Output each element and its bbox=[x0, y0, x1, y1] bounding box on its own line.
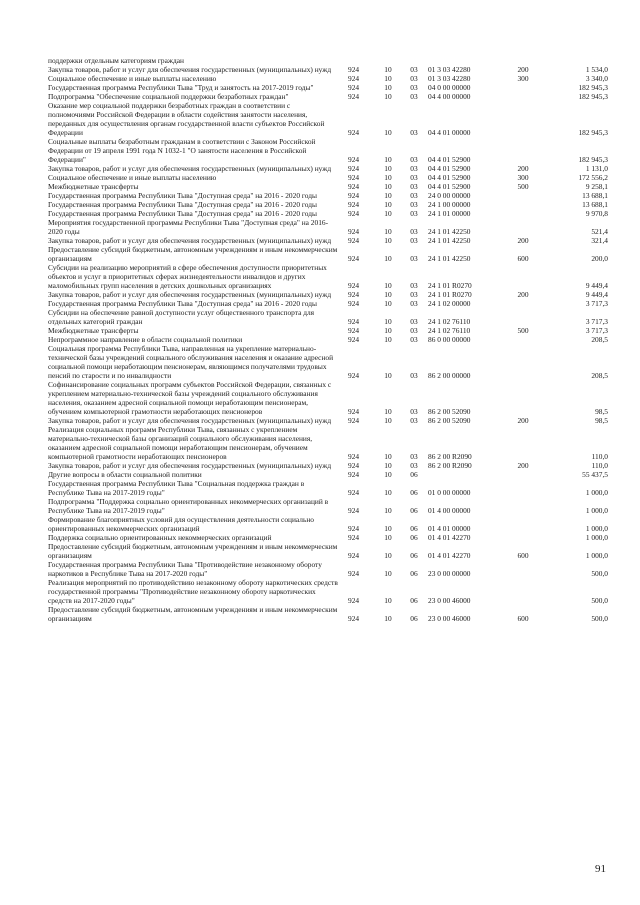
row-pr: 03 bbox=[410, 92, 418, 101]
row-sum: 9 970,8 bbox=[585, 209, 608, 218]
row-ved: 924 bbox=[348, 65, 360, 74]
row-vr: 200 bbox=[517, 164, 529, 173]
row-pr: 03 bbox=[410, 326, 418, 335]
row-pr: 03 bbox=[410, 155, 418, 164]
row-rz: 10 bbox=[384, 416, 392, 425]
row-sum: 9 258,1 bbox=[585, 182, 608, 191]
table-row bbox=[48, 470, 608, 479]
row-csr: 04 4 00 00000 bbox=[428, 92, 471, 101]
row-csr: 23 0 00 46000 bbox=[428, 596, 471, 605]
row-name: Межбюджетные трансферты bbox=[48, 182, 139, 191]
table-row bbox=[48, 92, 608, 101]
table-row bbox=[48, 380, 608, 416]
row-rz: 10 bbox=[384, 407, 392, 416]
table-row bbox=[48, 578, 608, 605]
row-sum: 1 131,0 bbox=[585, 164, 608, 173]
row-sum: 208,5 bbox=[591, 335, 608, 344]
row-rz: 10 bbox=[384, 92, 392, 101]
row-ved: 924 bbox=[348, 299, 360, 308]
row-name: Государственная программа Республики Тыва "Труд и занятость на 2017-2019 годы" bbox=[48, 83, 314, 92]
row-csr: 86 0 00 00000 bbox=[428, 335, 471, 344]
row-name: Государственная программа Республики Тыва "Доступная среда" на 2016 - 2020 годы bbox=[48, 209, 317, 218]
row-ved: 924 bbox=[348, 83, 360, 92]
row-rz: 10 bbox=[384, 335, 392, 344]
row-rz: 10 bbox=[384, 290, 392, 299]
row-csr: 24 1 02 00000 bbox=[428, 299, 471, 308]
row-pr: 03 bbox=[410, 281, 418, 290]
row-sum: 1 000,0 bbox=[585, 506, 608, 515]
row-csr: 04 0 00 00000 bbox=[428, 83, 471, 92]
row-sum: 98,5 bbox=[595, 416, 608, 425]
row-sum: 182 945,3 bbox=[578, 128, 608, 137]
row-name: Закупка товаров, работ и услуг для обеспечения государственных (муниципальных) нужд bbox=[48, 164, 332, 173]
row-csr: 01 3 03 42280 bbox=[428, 74, 471, 83]
row-pr: 03 bbox=[410, 416, 418, 425]
row-ved: 924 bbox=[348, 155, 360, 164]
row-sum: 182 945,3 bbox=[578, 92, 608, 101]
table-row bbox=[48, 74, 608, 83]
row-sum: 13 688,1 bbox=[582, 200, 608, 209]
row-rz: 10 bbox=[384, 128, 392, 137]
row-sum: 182 945,3 bbox=[578, 83, 608, 92]
table-row bbox=[48, 299, 608, 308]
row-name: Межбюджетные трансферты bbox=[48, 326, 139, 335]
row-rz: 10 bbox=[384, 173, 392, 182]
row-name: Государственная программа Республики Тыва "Доступная среда" на 2016 - 2020 годы bbox=[48, 191, 317, 200]
row-sum: 208,5 bbox=[591, 371, 608, 380]
row-rz: 10 bbox=[384, 326, 392, 335]
row-vr: 200 bbox=[517, 65, 529, 74]
row-ved: 924 bbox=[348, 416, 360, 425]
row-ved: 924 bbox=[348, 371, 360, 380]
table-row bbox=[48, 515, 608, 533]
row-vr: 200 bbox=[517, 461, 529, 470]
row-rz: 10 bbox=[384, 614, 392, 623]
row-ved: 924 bbox=[348, 281, 360, 290]
row-sum: 9 449,4 bbox=[585, 281, 608, 290]
row-sum: 110,0 bbox=[591, 461, 608, 470]
row-ved: 924 bbox=[348, 452, 360, 461]
row-name: Закупка товаров, работ и услуг для обеспечения государственных (муниципальных) нужд bbox=[48, 65, 332, 74]
row-ved: 924 bbox=[348, 254, 360, 263]
row-name: Закупка товаров, работ и услуг для обеспечения государственных (муниципальных) нужд bbox=[48, 290, 332, 299]
row-pr: 03 bbox=[410, 182, 418, 191]
row-ved: 924 bbox=[348, 128, 360, 137]
row-rz: 10 bbox=[384, 227, 392, 236]
row-csr: 24 1 01 00000 bbox=[428, 209, 471, 218]
row-name: Государственная программа Республики Тыва "Доступная среда" на 2016 - 2020 годы bbox=[48, 200, 317, 209]
row-pr: 03 bbox=[410, 335, 418, 344]
row-rz: 10 bbox=[384, 452, 392, 461]
row-pr: 03 bbox=[410, 209, 418, 218]
table-row bbox=[48, 263, 608, 290]
table-row bbox=[48, 560, 608, 578]
row-name: Мероприятия государственной программы Республики Тыва "Доступная среда" на 2016-2020 годы bbox=[48, 218, 329, 236]
row-name: Государственная программа Республики Тыва "Социальная поддержка граждан в Республике Тыва на 2017-2019 годы" bbox=[48, 479, 305, 497]
row-ved: 924 bbox=[348, 317, 360, 326]
row-rz: 10 bbox=[384, 74, 392, 83]
row-pr: 03 bbox=[410, 299, 418, 308]
row-ved: 924 bbox=[348, 488, 360, 497]
row-vr: 600 bbox=[517, 614, 529, 623]
row-pr: 03 bbox=[410, 74, 418, 83]
row-ved: 924 bbox=[348, 236, 360, 245]
table-row bbox=[48, 236, 608, 245]
row-sum: 500,0 bbox=[591, 569, 608, 578]
row-ved: 924 bbox=[348, 290, 360, 299]
row-ved: 924 bbox=[348, 524, 360, 533]
row-rz: 10 bbox=[384, 254, 392, 263]
row-csr: 24 1 00 00000 bbox=[428, 200, 471, 209]
table-row bbox=[48, 533, 608, 542]
row-sum: 110,0 bbox=[591, 452, 608, 461]
row-ved: 924 bbox=[348, 200, 360, 209]
row-pr: 03 bbox=[410, 461, 418, 470]
row-name: Другие вопросы в области социальной политики bbox=[48, 470, 202, 479]
row-rz: 10 bbox=[384, 164, 392, 173]
row-csr: 01 4 01 42270 bbox=[428, 551, 471, 560]
row-sum: 172 556,2 bbox=[578, 173, 608, 182]
row-vr: 500 bbox=[517, 326, 529, 335]
row-pr: 03 bbox=[410, 173, 418, 182]
row-pr: 06 bbox=[410, 524, 418, 533]
row-sum: 500,0 bbox=[591, 614, 608, 623]
row-csr: 24 1 02 76110 bbox=[428, 317, 471, 326]
row-sum: 3 340,0 bbox=[585, 74, 608, 83]
row-rz: 10 bbox=[384, 299, 392, 308]
row-rz: 10 bbox=[384, 209, 392, 218]
row-ved: 924 bbox=[348, 551, 360, 560]
table-row bbox=[48, 425, 608, 461]
row-pr: 06 bbox=[410, 533, 418, 542]
row-rz: 10 bbox=[384, 281, 392, 290]
row-ved: 924 bbox=[348, 92, 360, 101]
row-name: Предоставление субсидий бюджетным, автономным учреждениям и иным некоммерческим организациям bbox=[48, 542, 338, 560]
row-sum: 1 534,0 bbox=[585, 65, 608, 74]
row-csr: 24 1 01 R0270 bbox=[428, 290, 472, 299]
row-pr: 06 bbox=[410, 470, 418, 479]
table-row bbox=[48, 65, 608, 74]
row-sum: 9 449,4 bbox=[585, 290, 608, 299]
row-pr: 06 bbox=[410, 488, 418, 497]
row-rz: 10 bbox=[384, 371, 392, 380]
table-row bbox=[48, 164, 608, 173]
row-vr: 200 bbox=[517, 290, 529, 299]
row-rz: 10 bbox=[384, 461, 392, 470]
row-name: Реализация мероприятий по противодействию незаконному обороту наркотических средств государственной программы "Противодействие незаконному обороту наркотических средств на 2017-2020 годы" bbox=[48, 578, 338, 605]
row-name: Предоставление субсидий бюджетным, автономным учреждениям и иным некоммерческим организациям bbox=[48, 605, 338, 623]
table-row bbox=[48, 290, 608, 299]
row-pr: 03 bbox=[410, 191, 418, 200]
row-csr: 24 1 01 R0270 bbox=[428, 281, 472, 290]
row-name: Субсидии на обеспечение равной доступности услуг общественного транспорта для отдельных категорий граждан bbox=[48, 308, 315, 326]
page-number: 91 bbox=[595, 863, 606, 875]
table-row bbox=[48, 344, 608, 380]
row-ved: 924 bbox=[348, 182, 360, 191]
row-ved: 924 bbox=[348, 614, 360, 623]
table-row bbox=[48, 605, 608, 623]
row-name: Закупка товаров, работ и услуг для обеспечения государственных (муниципальных) нужд bbox=[48, 236, 332, 245]
row-sum: 55 437,5 bbox=[582, 470, 608, 479]
row-csr: 24 1 02 76110 bbox=[428, 326, 471, 335]
table-row bbox=[48, 209, 608, 218]
row-pr: 06 bbox=[410, 569, 418, 578]
table-row bbox=[48, 308, 608, 326]
row-csr: 86 2 00 52090 bbox=[428, 407, 471, 416]
row-csr: 04 4 01 52900 bbox=[428, 155, 471, 164]
row-name: Формирование благоприятных условий для осуществления деятельности социально ориентированных некоммерческих организаций bbox=[48, 515, 314, 533]
row-ved: 924 bbox=[348, 569, 360, 578]
row-vr: 600 bbox=[517, 551, 529, 560]
row-ved: 924 bbox=[348, 506, 360, 515]
row-csr: 24 1 01 42250 bbox=[428, 236, 471, 245]
row-pr: 06 bbox=[410, 506, 418, 515]
table-row bbox=[48, 479, 608, 497]
row-rz: 10 bbox=[384, 236, 392, 245]
row-pr: 03 bbox=[410, 317, 418, 326]
row-name: Закупка товаров, работ и услуг для обеспечения государственных (муниципальных) нужд bbox=[48, 416, 332, 425]
row-rz: 10 bbox=[384, 506, 392, 515]
row-pr: 03 bbox=[410, 164, 418, 173]
row-name: Социальное обеспечение и иные выплаты населению bbox=[48, 74, 217, 83]
row-csr: 23 0 00 00000 bbox=[428, 569, 471, 578]
table-row bbox=[48, 497, 608, 515]
row-pr: 03 bbox=[410, 290, 418, 299]
row-name: Непрограммное направление в области социальной политики bbox=[48, 335, 243, 344]
row-csr: 86 2 00 R2090 bbox=[428, 452, 472, 461]
row-ved: 924 bbox=[348, 209, 360, 218]
row-pr: 03 bbox=[410, 227, 418, 236]
row-rz: 10 bbox=[384, 200, 392, 209]
row-vr: 300 bbox=[517, 173, 529, 182]
row-ved: 924 bbox=[348, 191, 360, 200]
row-ved: 924 bbox=[348, 596, 360, 605]
row-name: Подпрограмма "Обеспечение социальной поддержки безработных граждан" bbox=[48, 92, 289, 101]
row-pr: 03 bbox=[410, 200, 418, 209]
table-row bbox=[48, 335, 608, 344]
row-csr: 04 4 01 52900 bbox=[428, 182, 471, 191]
row-pr: 03 bbox=[410, 65, 418, 74]
row-ved: 924 bbox=[348, 227, 360, 236]
row-sum: 1 000,0 bbox=[585, 488, 608, 497]
row-csr: 01 3 03 42280 bbox=[428, 65, 471, 74]
row-vr: 500 bbox=[517, 182, 529, 191]
row-name: Государственная программа Республики Тыва "Доступная среда" на 2016 - 2020 годы bbox=[48, 299, 317, 308]
row-rz: 10 bbox=[384, 488, 392, 497]
table-row bbox=[48, 173, 608, 182]
row-pr: 03 bbox=[410, 371, 418, 380]
table-row bbox=[48, 101, 608, 137]
row-sum: 521,4 bbox=[591, 227, 608, 236]
row-csr: 01 4 00 00000 bbox=[428, 506, 471, 515]
row-rz: 10 bbox=[384, 65, 392, 74]
row-sum: 182 945,3 bbox=[578, 155, 608, 164]
row-csr: 01 4 01 42270 bbox=[428, 533, 471, 542]
table-row bbox=[48, 416, 608, 425]
row-vr: 300 bbox=[517, 74, 529, 83]
row-sum: 3 717,3 bbox=[585, 326, 608, 335]
row-ved: 924 bbox=[348, 173, 360, 182]
row-ved: 924 bbox=[348, 74, 360, 83]
row-csr: 04 4 01 52900 bbox=[428, 164, 471, 173]
row-name: Софинансирование социальных программ субъектов Российской Федерации, связанных с укреплением материально-технической базы учреждений социального обслуживания населения, оказанием адресной социальной помощи неработающим пенсионерам, обучением компьютерной грамотности неработающих пенсионеров bbox=[48, 380, 332, 416]
row-csr: 01 0 00 00000 bbox=[428, 488, 471, 497]
row-sum: 1 000,0 bbox=[585, 524, 608, 533]
row-vr: 200 bbox=[517, 236, 529, 245]
row-csr: 23 0 00 46000 bbox=[428, 614, 471, 623]
row-sum: 3 717,3 bbox=[585, 317, 608, 326]
row-rz: 10 bbox=[384, 191, 392, 200]
row-name: Поддержка социально ориентированных некоммерческих организаций bbox=[48, 533, 272, 542]
row-csr: 24 1 01 42250 bbox=[428, 227, 471, 236]
row-csr: 04 4 01 00000 bbox=[428, 128, 471, 137]
row-sum: 500,0 bbox=[591, 596, 608, 605]
table-row bbox=[48, 56, 608, 65]
row-pr: 06 bbox=[410, 596, 418, 605]
row-rz: 10 bbox=[384, 83, 392, 92]
row-csr: 04 4 01 52900 bbox=[428, 173, 471, 182]
row-name: Подпрограмма "Поддержка социально ориентированных некоммерческих организаций в Республике Тыва на 2017-2019 годы" bbox=[48, 497, 329, 515]
row-sum: 1 000,0 bbox=[585, 533, 608, 542]
row-pr: 06 bbox=[410, 614, 418, 623]
row-ved: 924 bbox=[348, 470, 360, 479]
row-name: Субсидии на реализацию мероприятий в сфере обеспечения доступности приоритетных объектов и услуг в приоритетных сферах жизнедеятельности инвалидов и других маломобильных групп населения в детских дошкольных организациях bbox=[48, 263, 327, 290]
row-rz: 10 bbox=[384, 524, 392, 533]
row-ved: 924 bbox=[348, 335, 360, 344]
row-ved: 924 bbox=[348, 407, 360, 416]
table-row bbox=[48, 542, 608, 560]
row-pr: 03 bbox=[410, 128, 418, 137]
row-sum: 1 000,0 bbox=[585, 551, 608, 560]
table-row bbox=[48, 191, 608, 200]
row-csr: 86 2 00 R2090 bbox=[428, 461, 472, 470]
row-pr: 06 bbox=[410, 551, 418, 560]
row-name: Социальное обеспечение и иные выплаты населению bbox=[48, 173, 217, 182]
row-pr: 03 bbox=[410, 236, 418, 245]
row-rz: 10 bbox=[384, 569, 392, 578]
row-name: Социальные выплаты безработным гражданам в соответствии с Законом Российской Федерации от 19 апреля 1991 года N 1032-1 "О занятости населения в Российской Федерации" bbox=[48, 137, 316, 164]
row-rz: 10 bbox=[384, 596, 392, 605]
table-row bbox=[48, 182, 608, 191]
table-row bbox=[48, 83, 608, 92]
row-name: Закупка товаров, работ и услуг для обеспечения государственных (муниципальных) нужд bbox=[48, 461, 332, 470]
row-name: Реализация социальных программ Республики Тыва, связанных с укреплением материально-технической базы организаций социального обслуживания населения, оказанием адресной социальной помощи неработающим пенсионерам, обучением компьютерной грамотности неработающих пенсионеров bbox=[48, 425, 313, 461]
table-row bbox=[48, 200, 608, 209]
row-pr: 03 bbox=[410, 254, 418, 263]
row-name: Оказание мер социальной поддержки безработных граждан в соответствии с полномочиями Российской Федерации в области содействия занятости населения, переданных для осуществления органам государственной власти субъектов Российской Федерации bbox=[48, 101, 325, 137]
row-csr: 86 2 00 52090 bbox=[428, 416, 471, 425]
row-rz: 10 bbox=[384, 533, 392, 542]
row-rz: 10 bbox=[384, 182, 392, 191]
row-sum: 200,0 bbox=[591, 254, 608, 263]
row-pr: 03 bbox=[410, 407, 418, 416]
row-sum: 13 688,1 bbox=[582, 191, 608, 200]
row-ved: 924 bbox=[348, 326, 360, 335]
row-name: Государственная программа Республики Тыва "Противодействие незаконному обороту наркотиков в Республике Тыва на 2017-2020 годы" bbox=[48, 560, 322, 578]
row-rz: 10 bbox=[384, 317, 392, 326]
row-csr: 86 2 00 00000 bbox=[428, 371, 471, 380]
row-vr: 200 bbox=[517, 416, 529, 425]
table-row bbox=[48, 326, 608, 335]
row-rz: 10 bbox=[384, 155, 392, 164]
table-row bbox=[48, 218, 608, 236]
row-sum: 3 717,3 bbox=[585, 299, 608, 308]
row-csr: 24 1 01 42250 bbox=[428, 254, 471, 263]
row-sum: 98,5 bbox=[595, 407, 608, 416]
table-row bbox=[48, 245, 608, 263]
row-ved: 924 bbox=[348, 164, 360, 173]
table-row bbox=[48, 461, 608, 470]
row-name: Предоставление субсидий бюджетным, автономным учреждениям и иным некоммерческим организациям bbox=[48, 245, 338, 263]
row-csr: 01 4 01 00000 bbox=[428, 524, 471, 533]
table-row bbox=[48, 137, 608, 164]
row-pr: 03 bbox=[410, 452, 418, 461]
row-sum: 321,4 bbox=[591, 236, 608, 245]
row-ved: 924 bbox=[348, 533, 360, 542]
row-vr: 600 bbox=[517, 254, 529, 263]
row-name: Социальная программа Республики Тыва, направленная на укрепление материально-технической базы учреждений социального обслуживания населения и оказание адресной социальной помощи неработающим пенсионерам, являющимся получателями трудовых пенсий по старости и по инвалидности bbox=[48, 344, 334, 380]
row-name: поддержки отдельным категориям граждан bbox=[48, 56, 185, 65]
row-ved: 924 bbox=[348, 461, 360, 470]
row-csr: 24 0 00 00000 bbox=[428, 191, 471, 200]
row-rz: 10 bbox=[384, 551, 392, 560]
row-rz: 10 bbox=[384, 470, 392, 479]
row-pr: 03 bbox=[410, 83, 418, 92]
budget-table bbox=[48, 56, 608, 623]
